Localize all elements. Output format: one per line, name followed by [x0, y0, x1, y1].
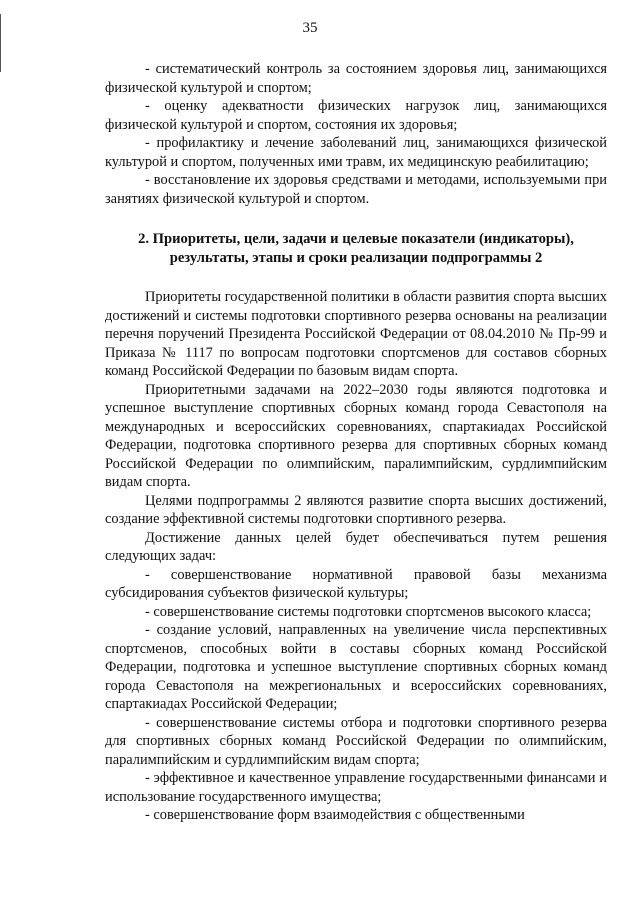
task-item-1: - совершенствование нормативной правовой базы механизма субсидирования субъектов физической культуры; — [105, 566, 607, 601]
section-heading-line-2: результаты, этапы и сроки реализации подпрограммы 2 — [169, 250, 543, 266]
paragraph-main-1: Приоритеты государственной политики в области развития спорта высших достижений и системы подготовки спортивного резерва основаны на реализации перечня поручений Президента Российской Федерации от 08.04.2010 № Пр-99 и Приказа № 1117 по вопросам подготовки спортсменов для составов сборных команд Российской Федерации по базовым видам спорта. — [105, 289, 607, 379]
paragraph-main-4: Достижение данных целей будет обеспечиваться путем решения следующих задач: — [105, 529, 607, 564]
task-item-2: - совершенствование системы подготовки спортсменов высокого класса; — [145, 603, 592, 620]
paragraph-main-3: Целями подпрограммы 2 являются развитие спорта высших достижений, создание эффективной системы подготовки спортивного резерва. — [105, 492, 607, 527]
page-number: 35 — [302, 20, 318, 36]
task-item-5: - эффективное и качественное управление государственными финансами и использование государственного имущества; — [105, 770, 607, 805]
paragraph-top-1: - систематический контроль за состоянием здоровья лиц, занимающихся физической культурой и спортом; — [105, 61, 607, 96]
paragraph-top-2: - оценку адекватности физических нагрузок лиц, занимающихся физической культурой и спортом, состояния их здоровья; — [105, 98, 607, 133]
task-item-4: - совершенствование системы отбора и подготовки спортивного резерва для спортивных сборных команд Российской Федерации по олимпийским, паралимпийским и сурдлимпийским видам спорта; — [105, 714, 607, 768]
paragraph-top-3: - профилактику и лечение заболеваний лиц, занимающихся физической культурой и спортом, полученных ими травм, их медицинскую реабилитацию; — [105, 135, 607, 170]
paragraph-top-4: - восстановление их здоровья средствами и методами, используемыми при занятиях физической культурой и спортом. — [105, 172, 607, 207]
paragraph-main-2: Приоритетными задачами на 2022–2030 годы являются подготовка и успешное выступление спортивных сборных команд города Севастополя на международных и всероссийских соревнованиях, спартакиадах Российской Федерации, подготовка спортивного резерва для спортивных сборных команд Российской Федерации по олимпийским, паралимпийским, сурдлимпийским видам спорта. — [105, 381, 607, 490]
document-body — [105, 60, 607, 825]
task-item-6: - совершенствование форм взаимодействия с общественными — [145, 807, 525, 823]
task-item-3: - создание условий, направленных на увеличение числа перспективных спортсменов, способных войти в составы сборных команд Российской Федерации, подготовка и успешное выступление спортивных сборных команд города Севастополя на межрегиональных и всероссийских соревнованиях, спартакиадах Российской Федерации; — [105, 622, 607, 712]
section-heading-line-1: 2. Приоритеты, цели, задачи и целевые показатели (индикаторы), — [138, 231, 574, 247]
section-heading — [105, 230, 607, 268]
